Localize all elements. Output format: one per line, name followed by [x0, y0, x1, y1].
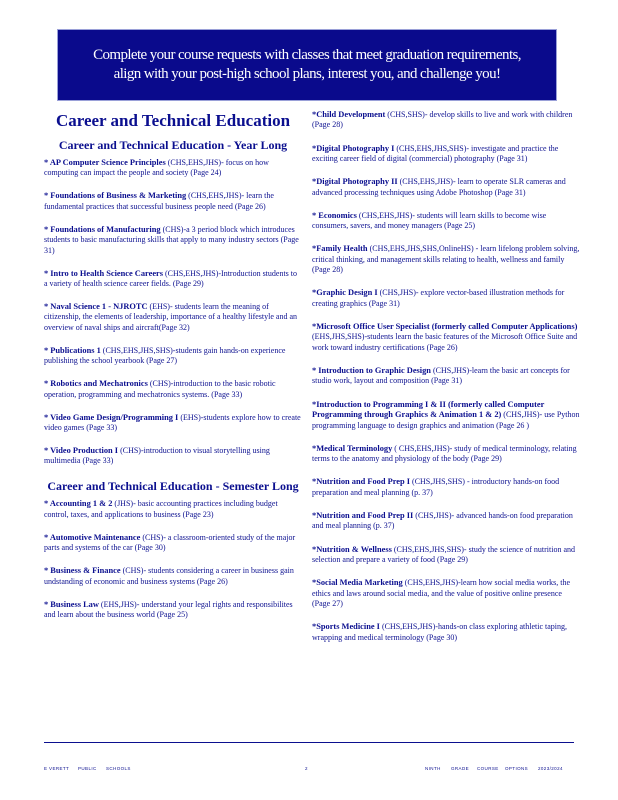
year-long-heading: Career and Technical Education - Year Long — [58, 138, 288, 152]
course-entry — [44, 191, 302, 212]
course-title: * Accounting 1 & 2 — [44, 499, 113, 509]
course-description: (CHS,JHS)- advanced hands-on food preparation and meal planning (p. 37) — [312, 510, 573, 531]
course-entry — [312, 244, 580, 275]
course-title: * Video Production I — [44, 446, 119, 456]
course-description: (CHS,EHS,JHS)- focus on how computing can impact the people and society (Page 24) — [44, 158, 269, 178]
course-title: * Robotics and Mechatronics — [44, 379, 148, 389]
course-description: (CHS,EHS,JHS,SHS,OnlineHS) - learn lifelong problem solving, critical thinking, and management skills relating to health, wellness and family (Page 28) — [312, 244, 580, 275]
banner-line-1: Complete your course requests with classes that meet graduation requirements, — [93, 47, 521, 63]
semester-long-list-right — [312, 110, 580, 643]
course-title: * Foundations of Manufacturing — [44, 224, 161, 234]
course-title: *Child Development — [312, 110, 386, 119]
section-title: Career and Technical Education — [55, 111, 291, 130]
course-entry — [312, 366, 580, 387]
course-description: (EHS)- students learn the meaning of citizenship, the elements of leadership, importance of a healthy lifestyle and an overview of naval ships and aircraft(Page 32) — [44, 302, 298, 332]
year-long-list — [44, 158, 302, 467]
course-title: *Graphic Design I — [312, 288, 378, 298]
course-entry — [312, 211, 580, 232]
course-title: * Intro to Health Science Careers — [44, 268, 164, 278]
course-title: *Social Media Marketing — [312, 578, 403, 588]
course-description: (CHS,EHS,JHS,SHS)- study the science of nutrition and selection and prepare a variety of food (Page 29) — [312, 544, 575, 564]
semester-long-list-left — [44, 499, 302, 620]
course-description: (EHS)-students explore how to create video games (Page 33) — [44, 412, 301, 433]
course-entry — [44, 600, 302, 621]
course-description: (CHS,JHS)- use Python programming language to design graphics and animation (Page 26 ) — [312, 410, 580, 430]
course-entry — [44, 269, 302, 290]
course-description: (CHS)-introduction to visual storytelling using multimedia (Page 33) — [44, 446, 270, 466]
course-description: (EHS,JHS)- understand your legal rights and responsibilites and learn about the business world (Page 25) — [44, 599, 293, 620]
course-description: (CHS,JHS)- explore vector-based illustration methods for creating graphics (Page 31) — [312, 288, 565, 308]
course-description: (CHS,EHS,JHS)-Introduction students to a variety of health science career fields. (Page 29) — [44, 268, 298, 289]
course-title: *Nutrition and Food Prep II — [312, 510, 414, 520]
left-column — [44, 108, 302, 633]
course-title: * Automotive Maintenance — [44, 532, 141, 542]
footer-left-3: SCHOOLS — [106, 766, 131, 771]
course-entry — [44, 533, 302, 554]
course-title: * Naval Science 1 - NJROTC — [44, 302, 148, 312]
footer-right-2: GRADE — [451, 766, 470, 771]
course-title: *Digital Photography II — [312, 177, 398, 187]
course-entry — [44, 499, 302, 520]
course-title: *Nutrition and Food Prep I — [312, 477, 411, 487]
course-title: *Nutrition & Wellness — [312, 544, 392, 554]
course-description: (CHS,EHS,JHS,SHS)-students gain hands-on experience publishing the school yearbook (Page 27) — [44, 345, 286, 366]
right-column — [312, 110, 580, 656]
course-entry — [312, 545, 580, 566]
course-description: (CHS,JHS)-learn the basic art concepts for studio work, layout and composition (Page 31) — [312, 366, 570, 386]
footer-right-5: 2023/2024 — [538, 766, 563, 771]
course-description: (CHS,SHS)- develop skills to live and work with children (Page 28) — [312, 110, 573, 130]
course-entry — [44, 379, 302, 400]
course-description: (CHS,EHS,JHS)- students will learn skills to become wise consumers, savers, and money managers (Page 25) — [312, 210, 547, 231]
course-entry — [312, 511, 580, 532]
course-entry — [312, 578, 580, 609]
course-title: *Medical Terminology — [312, 443, 393, 453]
course-entry — [312, 144, 580, 165]
course-entry — [312, 110, 580, 131]
course-title: *Digital Photography I — [312, 143, 395, 153]
footer-right-4: OPTIONS — [505, 766, 529, 771]
course-entry — [312, 477, 580, 498]
course-title: * Introduction to Graphic Design — [312, 366, 431, 376]
course-description: (CHS,JHS,SHS) - introductory hands-on food preparation and meal planning (p. 37) — [312, 477, 560, 497]
course-description: (CHS)- a classroom-oriented study of the major parts and systems of the car (Page 30) — [44, 532, 296, 553]
course-entry — [312, 177, 580, 198]
course-title: * Video Game Design/Programming I — [44, 412, 179, 422]
course-title: *Family Health — [312, 244, 368, 254]
course-description: (CHS,EHS,JHS)-learn how social media works, the ethics and laws around social media, and the value of positive online presence (Page 27) — [312, 578, 571, 608]
course-entry — [312, 322, 580, 353]
course-title: * Business & Finance — [44, 566, 121, 576]
course-title: * Economics — [312, 210, 357, 220]
course-title: * AP Computer Science Principles — [44, 158, 166, 167]
footer-right-1: NINTH — [425, 766, 441, 771]
course-title: * Foundations of Business & Marketing — [44, 191, 187, 201]
course-description: (CHS,EHS,JHS,SHS)- investigate and practice the exciting career field of digital (commercial) photography (Page 31) — [312, 143, 559, 164]
banner-line-2: align with your post-high school plans, interest you, and challenge you! — [113, 66, 501, 82]
course-title: * Publications 1 — [44, 345, 101, 355]
footer-page-number: 2 — [305, 766, 308, 771]
course-entry — [44, 225, 302, 256]
course-description: (CHS,EHS,JHS)-hands-on class exploring athletic taping, wrapping and medical terminology (Page 30) — [312, 622, 568, 642]
course-entry — [44, 302, 302, 333]
course-title: *Introduction to Programming I & II (formerly called Computer Programming through Graphics & Animation 1 & 2) — [312, 399, 545, 420]
course-description: (CHS)-introduction to the basic robotic operation, programming and mechatronics systems. (Page 33) — [44, 379, 276, 399]
course-description: (CHS)-a 3 period block which introduces students to basic manufacturing skills that apply to many industry sectors (Page 31) — [44, 224, 299, 255]
course-description: (CHS)- students considering a career in business gain undstanding of economic and business systems (Page 26) — [44, 566, 294, 586]
semester-long-heading: Career and Technical Education - Semester Long — [47, 479, 299, 494]
course-title: * Business Law — [44, 599, 99, 609]
course-entry — [44, 346, 302, 367]
course-title: *Sports Medicine I — [312, 622, 380, 632]
course-description: (CHS,EHS,JHS)- learn to operate SLR cameras and advanced processing techniques using Adobe Photoshop (Page 31) — [312, 177, 566, 197]
header-banner — [58, 30, 556, 100]
course-entry — [312, 622, 580, 643]
footer-left-2: PUBLIC — [78, 766, 97, 771]
course-entry — [312, 288, 580, 309]
course-description: (JHS)- basic accounting practices including budget control, taxes, and applications to business (Page 23) — [44, 499, 278, 519]
course-entry — [44, 566, 302, 587]
course-description: (CHS,EHS,JHS)- learn the fundamental practices that successful business people need (Page 26) — [44, 191, 274, 211]
course-title: *Microsoft Office User Specialist (formerly called Computer Applications) — [312, 322, 578, 332]
course-entry — [44, 446, 302, 467]
footer-right-3: COURSE — [477, 766, 499, 771]
footer-left-1: E VERETT — [44, 766, 70, 771]
course-description: ( CHS,EHS,JHS)- study of medical terminology, relating terms to the anatomy and physiology of the body (Page 29) — [312, 443, 577, 464]
course-entry — [44, 413, 302, 434]
course-description: (EHS,JHS,SHS)-students learn the basic features of the Microsoft Office Suite and work toward industry certifications (Page 26) — [312, 332, 578, 352]
footer-divider — [44, 742, 574, 743]
course-entry — [44, 158, 302, 179]
course-entry — [312, 444, 580, 465]
course-entry — [312, 400, 580, 431]
